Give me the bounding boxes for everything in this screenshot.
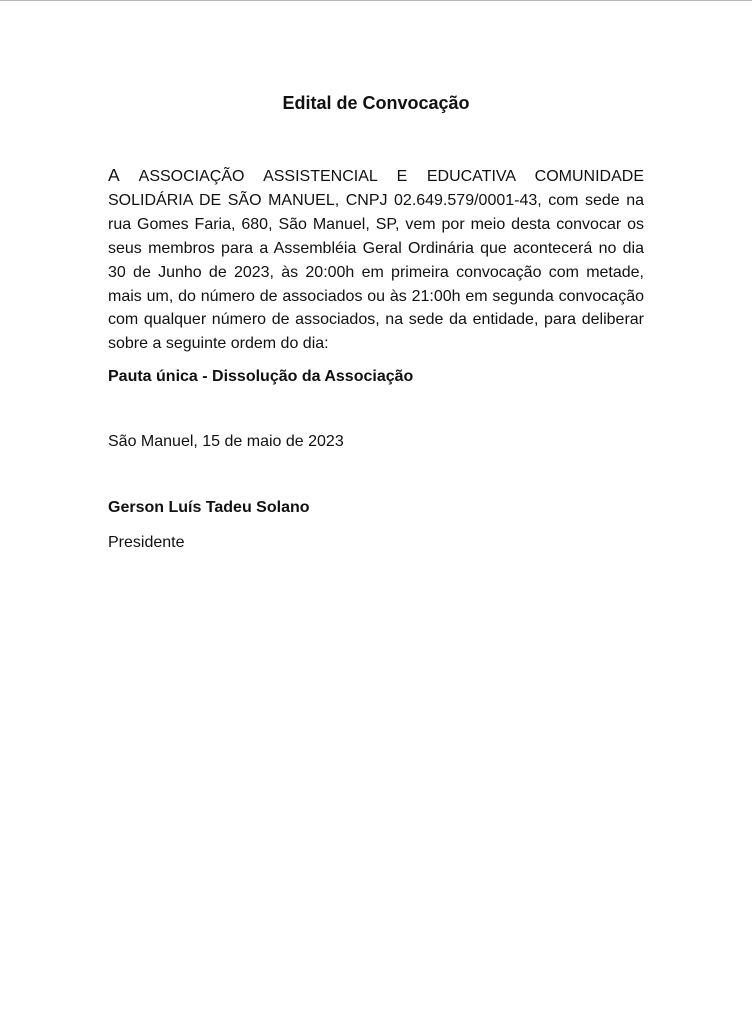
place-date: São Manuel, 15 de maio de 2023 <box>108 433 344 450</box>
agenda-line: Pauta única - Dissolução da Associação <box>108 368 414 385</box>
body-text: ASSOCIAÇÃO ASSISTENCIAL E EDUCATIVA COMUNIDADE SOLIDÁRIA DE SÃO MANUEL, CNPJ 02.649.579/0001-43, com sede na rua Gomes Faria, 680, São Manuel, SP, vem por meio desta convocar os seus membros para a Assembléia Geral Ordinária que acontecerá no dia 30 de Junho de 2023, às 20:00h em primeira convocação com metade, mais um, do número de associados ou às 21:00h em segunda convocação com qualquer número de associados, na sede da entidade, para deliberar sobre a seguinte ordem do dia: <box>108 168 644 353</box>
top-border <box>0 0 752 1</box>
body-lead: A <box>108 165 139 185</box>
convocation-body <box>108 164 644 356</box>
signer-name: Gerson Luís Tadeu Solano <box>108 499 310 516</box>
signer-role: Presidente <box>108 534 185 551</box>
document-title: Edital de Convocação <box>282 93 470 113</box>
